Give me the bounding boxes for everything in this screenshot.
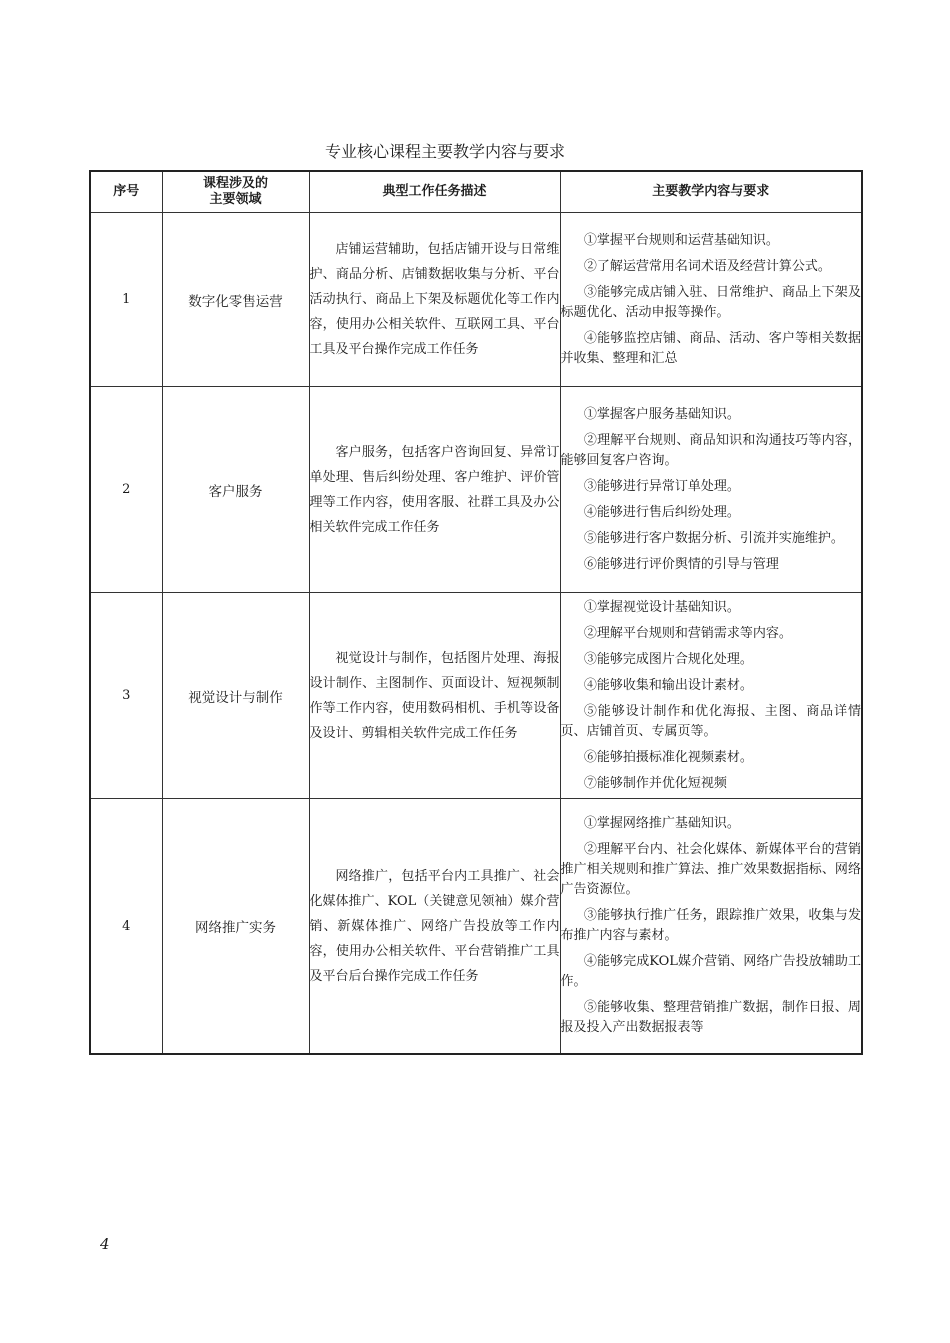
row-requirements (560, 593, 862, 799)
requirement-item: ④能够进行售后纠纷处理。 (583, 504, 740, 520)
requirement-item: ③能够进行异常订单处理。 (583, 478, 740, 494)
requirement-item: ①掌握网络推广基础知识。 (583, 816, 740, 831)
table-row (90, 387, 862, 593)
requirement-item: ④能够完成KOL媒介营销、网络广告投放辅助工作。 (560, 954, 861, 989)
course-content-table (89, 170, 863, 1055)
requirement-item: ③能够完成店铺入驻、日常维护、商品上下架及标题优化、活动申报等操作。 (560, 284, 861, 320)
requirement-item: ③能够执行推广任务，跟踪推广效果，收集与发布推广内容与素材。 (560, 908, 861, 943)
table-row (90, 213, 862, 387)
requirement-item: ②理解平台内、社会化媒体、新媒体平台的营销推广相关规则和推广算法、推广效果数据指标、网络广告资源位。 (560, 842, 861, 897)
header-req: 主要教学内容与要求 (560, 171, 862, 213)
table-header-row (90, 171, 862, 213)
requirement-item: ①掌握客户服务基础知识。 (583, 406, 740, 422)
table-row (90, 593, 862, 799)
row-number: 1 (90, 213, 162, 387)
row-number: 4 (90, 799, 162, 1055)
requirement-item: ⑦能够制作并优化短视频 (583, 775, 727, 791)
requirement-item: ⑤能够设计制作和优化海报、主图、商品详情页、店铺首页、专属页等。 (560, 703, 861, 739)
requirement-item: ②理解平台规则、商品知识和沟通技巧等内容，能够回复客户咨询。 (560, 432, 861, 468)
requirement-item: ④能够监控店铺、商品、活动、客户等相关数据并收集、整理和汇总 (560, 330, 861, 366)
requirement-item: ①掌握视觉设计基础知识。 (583, 599, 740, 615)
header-task: 典型工作任务描述 (309, 171, 560, 213)
row-task: 视觉设计与制作，包括图片处理、海报设计制作、主图制作、页面设计、短视频制作等工作内容，使用数码相机、手机等设备及设计、剪辑相关软件完成工作任务 (309, 593, 560, 799)
header-domain-line2: 主要领域 (209, 192, 262, 207)
table-title: 专业核心课程主要教学内容与要求 (324, 142, 565, 161)
row-domain: 视觉设计与制作 (162, 593, 309, 799)
requirement-item: ③能够完成图片合规化处理。 (583, 651, 753, 667)
requirement-item: ⑤能够进行客户数据分析、引流并实施维护。 (583, 530, 844, 546)
requirement-item: ⑥能够拍摄标准化视频素材。 (583, 749, 753, 765)
row-requirements (560, 799, 862, 1055)
row-requirements (560, 213, 862, 387)
header-domain (162, 171, 309, 213)
page-number: 4 (100, 1235, 110, 1253)
requirement-item: ①掌握平台规则和运营基础知识。 (583, 232, 779, 248)
header-num: 序号 (90, 171, 162, 213)
table-row (90, 799, 862, 1055)
row-domain: 数字化零售运营 (162, 213, 309, 387)
row-task: 店铺运营辅助，包括店铺开设与日常维护、商品分析、店铺数据收集与分析、平台活动执行、商品上下架及标题优化等工作内容，使用办公相关软件、互联网工具、平台工具及平台操作完成工作任务 (309, 213, 560, 387)
row-number: 3 (90, 593, 162, 799)
requirement-item: ⑥能够进行评价舆情的引导与管理 (583, 556, 779, 572)
requirement-item: ④能够收集和输出设计素材。 (583, 677, 753, 693)
requirement-item: ②了解运营常用名词术语及经营计算公式。 (583, 258, 831, 274)
header-domain-line1: 课程涉及的 (202, 176, 268, 191)
row-domain: 客户服务 (162, 387, 309, 593)
row-task: 网络推广，包括平台内工具推广、社会化媒体推广、KOL（关键意见领袖）媒介营销、新媒体推广、网络广告投放等工作内容，使用办公相关软件、平台营销推广工具及平台后台操作完成工作任务 (309, 799, 560, 1055)
requirement-item: ②理解平台规则和营销需求等内容。 (583, 625, 792, 641)
row-domain: 网络推广实务 (162, 799, 309, 1055)
row-task: 客户服务，包括客户咨询回复、异常订单处理、售后纠纷处理、客户维护、评价管理等工作内容，使用客服、社群工具及办公相关软件完成工作任务 (309, 387, 560, 593)
requirement-item: ⑤能够收集、整理营销推广数据，制作日报、周报及投入产出数据报表等 (560, 1000, 861, 1035)
row-requirements (560, 387, 862, 593)
row-number: 2 (90, 387, 162, 593)
